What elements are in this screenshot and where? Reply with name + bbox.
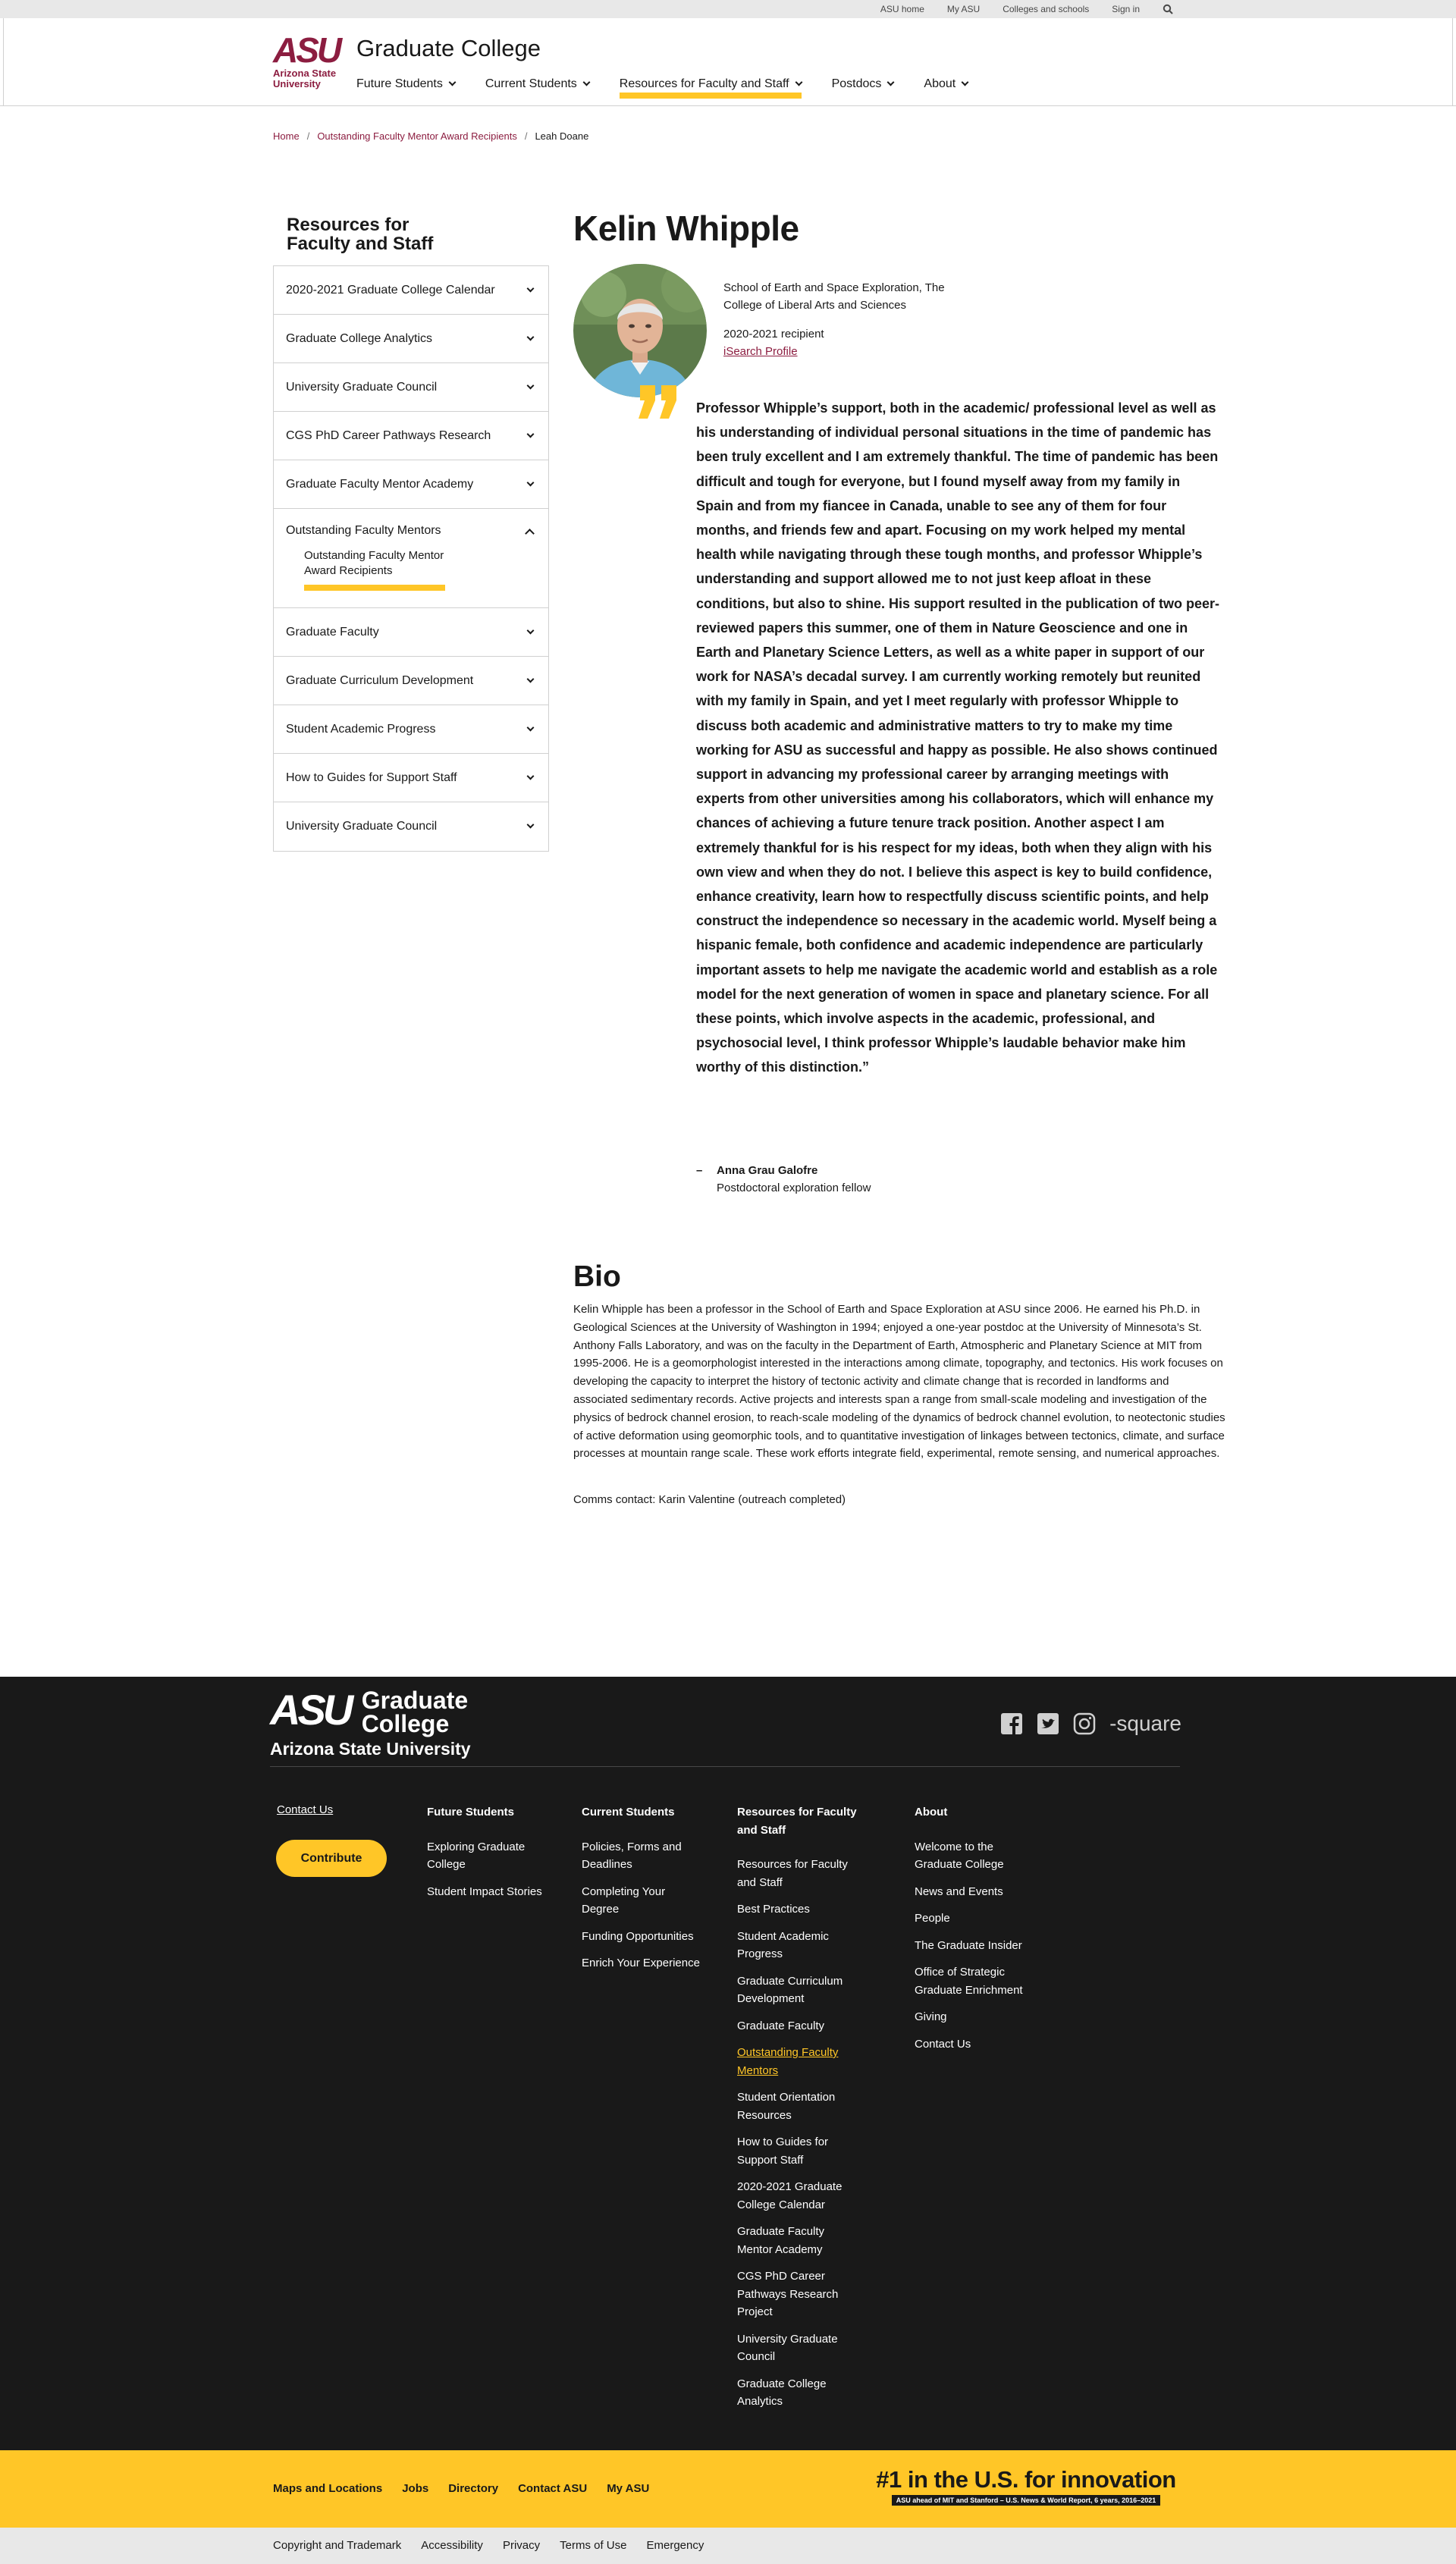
testimonial-quote: Professor Whipple’s support, both in the academic/ professional level as well as his understanding of individual personal situations in the time of pandemic has been truly excellent and I am extremely thankful. The time of pandemic has been difficult and tough for everyone, but I found myself away from my family in Spain and from my fiancee in Canada, unable to see any of them for four months, and friends few and apart. Focusing on my work helped my mental health while navigating through these tough months, and professor Whipple’s understanding and support allowed me to not just keep afloat in these conditions, but also to shine. His support resulted in the publication of two peer-reviewed papers this summer, one of them in Nature Geoscience and one in Earth and Planetary Science Letters, as well as a white paper in support of our work for NASA’s decadal survey. I am currently working remotely but reunited with my family in Spain, and yet I meet regularly with professor Whipple to discuss both academic and administrative matters to try to make my time working for ASU as successful and happy as possible. He also shows continued support in advancing my professional career by arranging meetings with experts from other universities among his collaborators, which will enhance my chances of achieving a future tenure track position. Another aspect I am extremely thankful for is his respect for my ideas, both when they align with his own view and when they do not. I believe this aspect is key to build confidence, enhance creativity, learn how to respectfully discuss scientific points, and help construct the independence so necessary in the academic world. Myself being a hispanic female, both confidence and academic independence are particularly important assets to help me navigate the academic world and establish as a role model for the next generation of women in space and planetary science. For all these points, which involve aspects in the academic, professional, and psychosocial level, I think professor Whipple’s laudable behavior make him worthy of this distinction.” xyxy=(696,400,1220,1075)
instagram-icon[interactable] xyxy=(1073,1712,1096,1735)
chevron-down-icon xyxy=(795,79,802,86)
sidebar xyxy=(273,215,549,852)
sidebar-item-graduate-council-2[interactable]: University Graduate Council xyxy=(274,802,548,851)
sidebar-item-curriculum[interactable]: Graduate Curriculum Development xyxy=(274,657,548,705)
sidebar-item-mentor-academy[interactable]: Graduate Faculty Mentor Academy xyxy=(274,460,548,509)
sidebar-title: Resources for Faculty and Staff xyxy=(287,215,434,254)
asu-home-link[interactable]: ASU home xyxy=(880,4,924,14)
quote-icon xyxy=(637,385,681,419)
footer-link[interactable]: Graduate College Analytics xyxy=(737,2377,827,2408)
footer-logo[interactable]: ASU Graduate College Arizona State University xyxy=(270,1686,471,1759)
footer-link[interactable]: How to Guides for Support Staff xyxy=(737,2136,829,2167)
footer-link[interactable]: Welcome to the Graduate College xyxy=(915,1840,1004,1871)
contribute-button[interactable]: Contribute xyxy=(276,1840,387,1877)
nav-about[interactable]: About xyxy=(924,77,968,103)
chevron-down-icon xyxy=(527,431,535,438)
quote-author: Anna Grau Galofre xyxy=(717,1164,818,1177)
footer-link[interactable]: The Graduate Insider xyxy=(915,1938,1022,1952)
chevron-down-icon xyxy=(582,79,590,86)
nav-resources-faculty[interactable]: Resources for Faculty and Staff xyxy=(620,77,802,103)
nav-postdocs[interactable]: Postdocs xyxy=(832,77,894,103)
breadcrumb-current: Leah Doane xyxy=(535,130,589,142)
accessibility-link[interactable]: Accessibility xyxy=(421,2539,483,2552)
footer-link[interactable]: University Graduate Council xyxy=(737,2332,838,2363)
quote-author-role: Postdoctoral exploration fellow xyxy=(717,1182,871,1194)
chevron-down-icon xyxy=(527,479,535,487)
footer-link[interactable]: 2020-2021 Graduate College Calendar xyxy=(737,2180,843,2211)
sidebar-item-calendar[interactable]: 2020-2021 Graduate College Calendar xyxy=(274,266,548,315)
footer-link[interactable]: Office of Strategic Graduate Enrichment xyxy=(915,1966,1023,1997)
main-nav xyxy=(356,77,998,103)
footer-link[interactable]: Student Orientation Resources xyxy=(737,2091,836,2122)
twitter-icon[interactable] xyxy=(1037,1712,1059,1735)
footer-link[interactable]: Enrich Your Experience xyxy=(582,1957,700,1969)
contact-asu-link[interactable]: Contact ASU xyxy=(518,2482,588,2495)
chevron-down-icon xyxy=(527,821,535,829)
chevron-down-icon xyxy=(527,627,535,635)
directory-link[interactable]: Directory xyxy=(448,2482,499,2495)
footer-link[interactable]: Policies, Forms and Deadlines xyxy=(582,1840,682,1871)
chevron-down-icon xyxy=(527,724,535,732)
chevron-down-icon xyxy=(527,285,535,293)
footer-col-current-students: Current Students Policies, Forms and Deadlines Completing Your Degree Funding Opportunities Enrich Your Experience xyxy=(582,1803,703,1982)
colleges-link[interactable]: Colleges and schools xyxy=(1003,4,1090,14)
terms-link[interactable]: Terms of Use xyxy=(560,2539,627,2552)
footer-link[interactable]: Student Academic Progress xyxy=(737,1929,829,1960)
sidebar-item-how-to-guides[interactable]: How to Guides for Support Staff xyxy=(274,754,548,802)
legal-links xyxy=(273,2539,704,2552)
legal-bar xyxy=(0,2528,1456,2564)
sidebar-item-analytics[interactable]: Graduate College Analytics xyxy=(274,315,548,363)
sidebar-item-outstanding-mentors[interactable]: Outstanding Faculty Mentors Outstanding Faculty Mentor Award Recipients xyxy=(274,509,548,608)
quote-attribution: – Anna Grau Galofre Postdoctoral exploration fellow xyxy=(696,1162,871,1197)
sidebar-item-graduate-council[interactable]: University Graduate Council xyxy=(274,363,548,412)
breadcrumb-home[interactable]: Home xyxy=(273,130,300,142)
my-asu-footer-link[interactable]: My ASU xyxy=(607,2482,650,2495)
footer-link[interactable]: Giving xyxy=(915,2010,947,2023)
maps-link[interactable]: Maps and Locations xyxy=(273,2482,383,2495)
social-label: -square xyxy=(1109,1712,1181,1735)
footer-link[interactable]: Completing Your Degree xyxy=(582,1885,666,1916)
footer-link[interactable]: Exploring Graduate College xyxy=(427,1840,526,1871)
nav-future-students[interactable]: Future Students xyxy=(356,77,455,103)
chevron-down-icon xyxy=(448,79,456,86)
breadcrumb-section[interactable]: Outstanding Faculty Mentor Award Recipients xyxy=(317,130,517,142)
footer-link[interactable]: People xyxy=(915,1912,950,1925)
chevron-down-icon xyxy=(527,382,535,390)
profile-department: School of Earth and Space Exploration, The College of Liberal Arts and Sciences xyxy=(723,281,945,312)
search-icon[interactable] xyxy=(1163,4,1173,14)
utility-links xyxy=(880,0,1173,18)
sidebar-item-academic-progress[interactable]: Student Academic Progress xyxy=(274,705,548,754)
footer-link[interactable]: Graduate Faculty xyxy=(737,2019,825,2032)
footer-contact-link[interactable]: Contact Us xyxy=(277,1803,334,1816)
chevron-down-icon xyxy=(887,79,895,86)
asu-logo[interactable]: ASU Arizona State University xyxy=(273,30,340,89)
profile-photo xyxy=(573,264,707,397)
nav-current-students[interactable]: Current Students xyxy=(485,77,589,103)
chevron-up-icon xyxy=(525,529,535,538)
footer-link-active[interactable]: Outstanding Faculty Mentors xyxy=(737,2046,839,2077)
page-title: Kelin Whipple xyxy=(573,209,799,248)
chevron-down-icon xyxy=(527,773,535,780)
bio-text: Kelin Whipple has been a professor in the School of Earth and Space Exploration at ASU since 2006. He earned his Ph.D. in Geological Sciences at the University of Washington in 1994; enjoyed a one-year postdoc at the University of Minnesota’s St. Anthony Falls Laboratory, and was on the faculty in the Department of Earth, Atmospheric and Planetary Science at MIT from 1995-2006. He is a geomorphologist interested in the interactions among climate, topography, and tectonics. His work focuses on developing the capacity to interpret the history of tectonic activity and climate change that is recorded in landforms and associated sedimentary records. Active projects and interests span a range from small-scale modeling and investigation of the physics of bedrock channel erosion, to reach-scale modeling of the dynamics of bedrock channel evolution, to neotectonic studies of active deformation using geomorphic tools, and to quantitative investigation of linkages between tectonics, climate, and surface processes at mountain range scale. These work efforts integrate field, experimental, remote sensing, and numerical approaches. xyxy=(573,1303,1225,1461)
site-footer xyxy=(0,1677,1456,2450)
profile-meta xyxy=(723,279,974,360)
isearch-profile-link[interactable]: iSearch Profile xyxy=(723,345,798,358)
footer-link[interactable]: Best Practices xyxy=(737,1903,810,1916)
social-links xyxy=(1000,1712,1181,1736)
breadcrumb: Home / Outstanding Faculty Mentor Award Recipients / Leah Doane xyxy=(273,130,589,142)
gold-bar xyxy=(0,2450,1456,2528)
comms-contact: Comms contact: Karin Valentine (outreach completed) xyxy=(573,1493,846,1506)
chevron-down-icon xyxy=(527,334,535,341)
bio-heading: Bio xyxy=(573,1260,621,1293)
facebook-icon[interactable] xyxy=(1000,1712,1023,1735)
utility-bar xyxy=(0,0,1456,18)
sidebar-item-cgs-phd[interactable]: CGS PhD Career Pathways Research xyxy=(274,412,548,460)
footer-col-about: About Welcome to the Graduate College News and Events People The Graduate Insider Office of Strategic Graduate Enrichment Giving Contact Us xyxy=(915,1803,1043,2062)
profile-recipient-year: 2020-2021 recipient xyxy=(723,328,824,341)
footer-col-future-students: Future Students Exploring Graduate College Student Impact Stories xyxy=(427,1803,563,1910)
site-title[interactable]: Graduate College xyxy=(356,35,541,61)
chevron-down-icon xyxy=(962,79,969,86)
footer-link[interactable]: Contact Us xyxy=(915,2037,971,2051)
footer-link[interactable]: Funding Opportunities xyxy=(582,1929,694,1943)
gold-bar-links xyxy=(273,2482,649,2495)
innovation-badge[interactable]: #1 in the U.S. for innovation ASU ahead of MIT and Stanford – U.S. News & World Report, 6 years, 2016–2021 xyxy=(876,2466,1176,2504)
copyright-link[interactable]: Copyright and Trademark xyxy=(273,2539,402,2552)
sign-in-link[interactable]: Sign in xyxy=(1112,4,1140,14)
privacy-link[interactable]: Privacy xyxy=(502,2539,541,2552)
my-asu-link[interactable]: My ASU xyxy=(946,4,981,14)
footer-link[interactable]: Graduate Faculty Mentor Academy xyxy=(737,2225,825,2256)
chevron-down-icon xyxy=(527,676,535,683)
emergency-link[interactable]: Emergency xyxy=(646,2539,704,2552)
footer-link[interactable]: Student Impact Stories xyxy=(427,1885,542,1898)
sidebar-list xyxy=(273,265,549,852)
footer-link[interactable]: Graduate Curriculum Development xyxy=(737,1974,843,2005)
footer-col-resources: Resources for Faculty and Staff Resources for Faculty and Staff Best Practices Student Academic Progress Graduate Curriculum Development Graduate Faculty Outstanding Faculty Mentors Student Orientation Resources How to Guides for Support Staff 2020-2021 Graduate College Calendar Graduate Faculty Mentor Academy CGS PhD Career Pathways Research Project University Graduate Council Graduate College Analytics xyxy=(737,1803,858,2420)
jobs-link[interactable]: Jobs xyxy=(402,2482,429,2495)
footer-link[interactable]: News and Events xyxy=(915,1885,1003,1898)
sidebar-subitem-award-recipients[interactable]: Outstanding Faculty Mentor Award Recipients xyxy=(304,548,448,591)
footer-link[interactable]: CGS PhD Career Pathways Research Project xyxy=(737,2270,839,2318)
sidebar-item-graduate-faculty[interactable]: Graduate Faculty xyxy=(274,608,548,657)
footer-link[interactable]: Resources for Faculty and Staff xyxy=(737,1858,848,1889)
